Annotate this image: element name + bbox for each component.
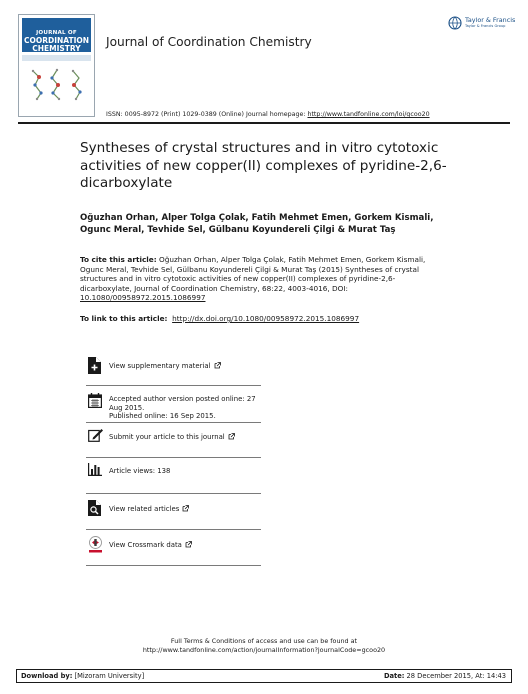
journal-cover-image (18, 14, 95, 117)
view-crossmark-data[interactable] (86, 536, 261, 556)
submit-label: Submit your article to this journal (109, 433, 225, 441)
article-views (86, 463, 261, 483)
view-related-articles[interactable] (86, 500, 261, 520)
downloaded-by: Download by: [Mizoram University] (21, 672, 145, 680)
molecule-illustration (27, 67, 85, 101)
cite-label: To cite this article: (80, 255, 157, 264)
external-link-icon (214, 362, 221, 369)
journal-homepage-link[interactable]: http://www.tandfonline.com/loi/gcoo20 (307, 111, 430, 118)
cover-tagline: JOURNAL OF (36, 30, 77, 36)
supplementary-file-icon (88, 357, 101, 374)
view-supplementary-material[interactable] (86, 357, 261, 377)
article-authors: Oğuzhan Orhan, Alper Tolga Çolak, Fatih Mehmet Emen, Gorkem Kismali, Ogunc Meral, Tevhide Sel, Gülbanu Koyundereli Çilgi & Murat Taş (80, 213, 434, 236)
list-divider (86, 385, 261, 386)
cite-doi-link[interactable]: 10.1080/00958972.2015.1086997 (80, 293, 206, 303)
submit-article-link[interactable] (86, 428, 261, 448)
terms-url-link[interactable]: http://www.tandfonline.com/action/journalInformation?journalCode=gcoo20 (142, 645, 386, 654)
publication-dates (86, 392, 261, 424)
publisher-group: Taylor & Francis Group (465, 24, 506, 28)
journal-title[interactable]: Journal of Coordination Chemistry (106, 35, 312, 49)
related-articles-icon (88, 500, 101, 516)
cover-title: COORDINATION CHEMISTRY (23, 36, 90, 53)
citation-block (80, 255, 440, 303)
terms-line: Full Terms & Conditions of access and use can be found at (170, 637, 358, 645)
published-date: Published online: 16 Sep 2015. (109, 412, 216, 421)
article-link-line (80, 314, 359, 323)
publisher-logo[interactable] (448, 14, 516, 34)
list-divider (86, 457, 261, 458)
cover-banner (22, 18, 91, 52)
cite-text: Oğuzhan Orhan, Alper Tolga Çolak, Fatih Mehmet Emen, Gorkem Kismali, Ogunc Meral, Tevhide Sel, Gülbanu Koyundereli Çilgi & Murat Taş (2015) Syntheses of crystal structures and in vitro cytotoxic activities of new copper(II) complexes of pyridine-2,6-dicarboxylate, Journal of Coordination Chemistry, 68:22, 4003-4016, DOI: (80, 255, 426, 293)
article-doi-link[interactable]: http://dx.doi.org/10.1080/00958972.2015.1086997 (172, 314, 360, 323)
external-link-icon (182, 505, 189, 512)
tf-globe-icon (448, 16, 462, 30)
list-divider (86, 565, 261, 566)
terms-footer (0, 637, 528, 654)
list-divider (86, 493, 261, 494)
edit-icon (88, 428, 103, 442)
download-date: Date: 28 December 2015, At: 14:43 (383, 672, 506, 680)
crossmark-icon (88, 536, 103, 553)
cover-strip (22, 55, 91, 61)
download-info-bar (16, 669, 512, 683)
accepted-date-line1: Accepted author version posted online: 27 (109, 395, 256, 403)
header-divider (18, 122, 510, 124)
crossmark-label: View Crossmark data (109, 541, 182, 549)
publisher-name: Taylor & Francis (465, 16, 516, 24)
link-label: To link to this article: (80, 314, 168, 323)
article-views-label: Article views: 138 (109, 467, 171, 475)
external-link-icon (228, 433, 235, 440)
calendar-icon (88, 393, 102, 408)
bar-chart-icon (88, 463, 102, 476)
list-divider (86, 422, 261, 423)
related-label: View related articles (109, 505, 180, 513)
accepted-date-line2: Aug 2015. (109, 403, 145, 412)
external-link-icon (185, 541, 192, 548)
list-divider (86, 529, 261, 530)
article-title: Syntheses of crystal structures and in vitro cytotoxic activities of new copper(II) complexes of pyridine-2,6-dicarboxylate (80, 140, 447, 191)
supplementary-label: View supplementary material (109, 362, 211, 370)
issn-line: ISSN: 0095-8972 (Print) 1029-0389 (Online) Journal homepage: http://www.tandfonline.com/loi/gcoo20 (106, 111, 430, 118)
